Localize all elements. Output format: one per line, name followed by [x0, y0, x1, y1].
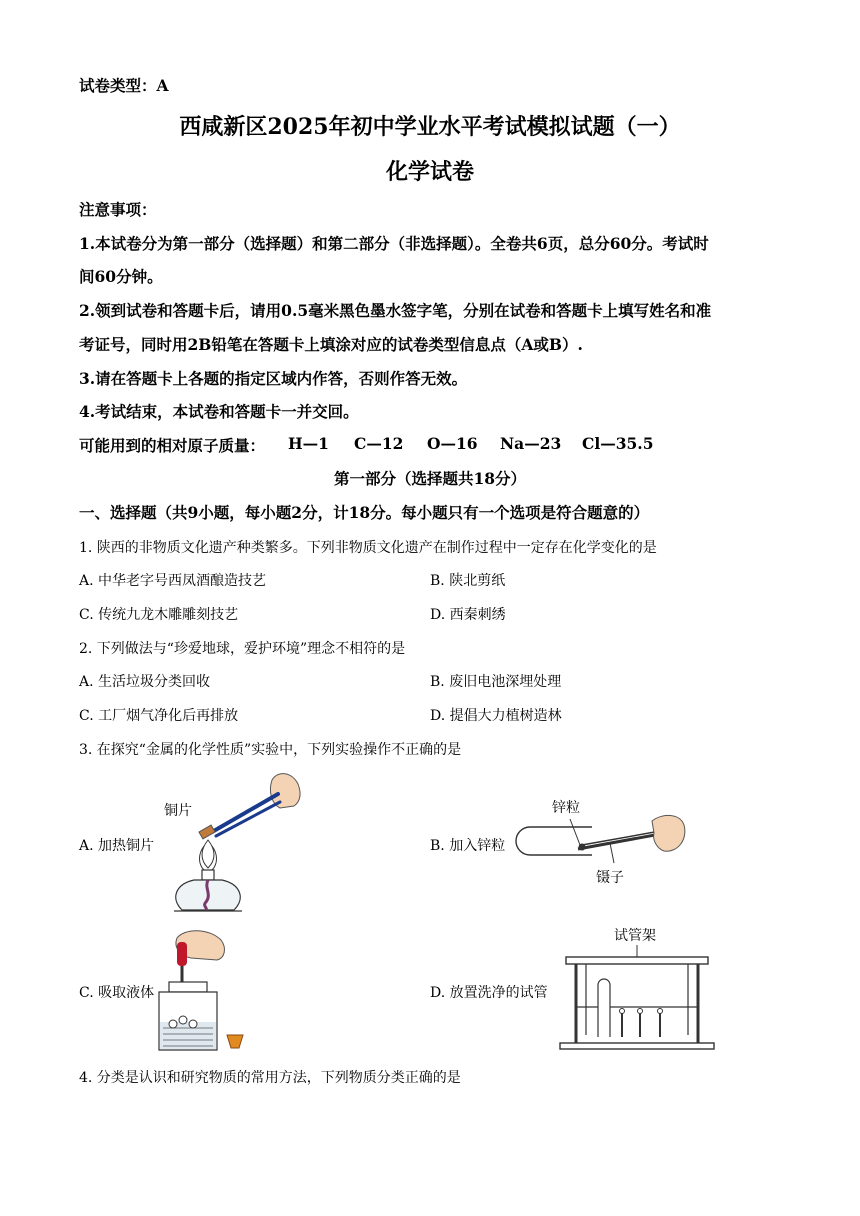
figure-heating-copper	[160, 768, 305, 920]
atomic-mass-h: H—1	[288, 434, 329, 453]
figure-test-tube-rack	[560, 925, 718, 1055]
atomic-mass-cl: Cl—35.5	[582, 434, 654, 453]
q4-stem: 4. 分类是认识和研究物质的常用方法，下列物质分类正确的是	[79, 1070, 461, 1086]
section-heading: 一、选择题（共9小题，每小题2分，计18分。每小题只有一个选项是符合题意的）	[79, 503, 650, 522]
q2-option-c: C. 工厂烟气净化后再排放	[79, 708, 239, 724]
note-4: 4.考试结束，本试卷和答题卡一并交回。	[79, 402, 359, 421]
atomic-mass-o: O—16	[427, 434, 478, 453]
exam-subtitle: 化学试卷	[385, 159, 474, 185]
part1-title: 第一部分（选择题共18分）	[333, 469, 527, 488]
q3-option-a: A. 加热铜片	[79, 838, 155, 854]
note-2-line-2: 考证号，同时用2B铅笔在答题卡上填涂对应的试卷类型信息点（A或B）.	[79, 335, 583, 354]
figure-drawing-liquid	[155, 928, 255, 1056]
atomic-mass-label: 可能用到的相对原子质量：	[79, 436, 266, 455]
exam-title: 西咸新区2025年初中学业水平考试模拟试题（一）	[179, 114, 681, 140]
atomic-mass-c: C—12	[354, 434, 404, 453]
q1-option-d: D. 西秦刺绣	[430, 607, 506, 623]
figure-adding-zinc	[512, 795, 692, 895]
q3-option-d: D. 放置洗净的试管	[430, 985, 548, 1001]
note-1-line-2: 间60分钟。	[79, 267, 163, 286]
q2-option-d: D. 提倡大力植树造林	[430, 708, 562, 724]
paper-type: 试卷类型：A	[79, 76, 169, 95]
q1-option-a: A. 中华老字号西凤酒酿造技艺	[79, 573, 267, 589]
q1-option-c: C. 传统九龙木雕雕刻技艺	[79, 607, 239, 623]
q3-stem: 3. 在探究“金属的化学性质”实验中，下列实验操作不正确的是	[79, 742, 462, 758]
q2-stem: 2. 下列做法与“珍爱地球，爱护环境”理念不相符的是	[79, 641, 406, 657]
label-test-tube-rack: 试管架	[614, 928, 656, 944]
label-zinc-granule: 锌粒	[552, 800, 580, 816]
q2-option-a: A. 生活垃圾分类回收	[79, 674, 211, 690]
q2-option-b: B. 废旧电池深埋处理	[430, 674, 562, 690]
notes-heading: 注意事项：	[79, 200, 157, 219]
atomic-mass-na: Na—23	[500, 434, 562, 453]
q3-option-b: B. 加入锌粒	[430, 838, 506, 854]
note-3: 3.请在答题卡上各题的指定区域内作答，否则作答无效。	[79, 369, 468, 388]
q1-option-b: B. 陕北剪纸	[430, 573, 506, 589]
note-1-line-1: 1.本试卷分为第一部分（选择题）和第二部分（非选择题）。全卷共6页，总分60分。考试时	[79, 234, 709, 253]
q3-option-c: C. 吸取液体	[79, 985, 155, 1001]
note-2-line-1: 2.领到试卷和答题卡后，请用0.5毫米黑色墨水签字笔，分别在试卷和答题卡上填写姓名和准	[79, 301, 712, 320]
label-copper-sheet: 铜片	[164, 803, 192, 819]
q1-stem: 1. 陕西的非物质文化遗产种类繁多。下列非物质文化遗产在制作过程中一定存在化学变化的是	[79, 540, 657, 556]
label-tweezers: 镊子	[596, 870, 624, 886]
